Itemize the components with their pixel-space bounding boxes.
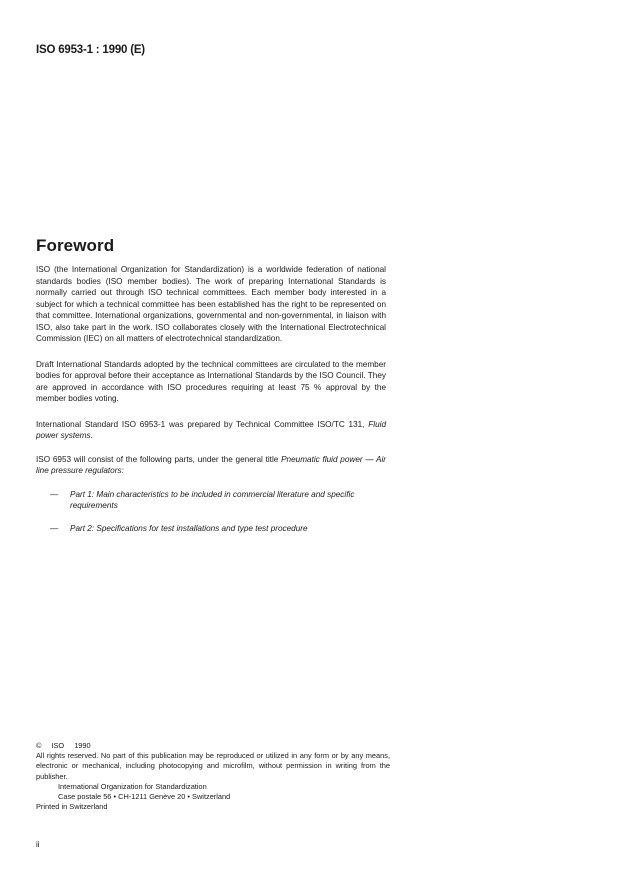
prepared-by-text: International Standard ISO 6953-1 was prepared by Technical Committee ISO/TC 131, xyxy=(36,419,365,429)
paragraph-parts-intro xyxy=(36,454,386,477)
copyright-line xyxy=(36,741,390,751)
foreword-body xyxy=(36,264,386,545)
org-address: Case postale 56 • CH-1211 Genève 20 • Switzerland xyxy=(58,792,231,802)
org-name: International Organization for Standardization xyxy=(58,781,207,791)
page-title: Foreword xyxy=(36,236,115,255)
general-title: Pneumatic fluid power — Air line pressure regulators: xyxy=(36,454,386,475)
list-item-part-2 xyxy=(36,523,386,535)
paragraph-draft-standards: Draft International Standards adopted by the technical committees are circulated to the member bodies for approval before their acceptance as International Standards by the ISO Council. They are approved in accordance with ISO procedures requiring at least 75 % approval by the member bodies voting. xyxy=(36,359,386,403)
list-item-part-1 xyxy=(36,489,386,512)
page-number: ii xyxy=(36,840,40,849)
document-identifier: ISO 6953-1 : 1990 (E) xyxy=(36,44,145,56)
copyright-symbol: © xyxy=(36,741,42,750)
printed-in: Printed in Switzerland xyxy=(36,802,108,812)
list-dash: — xyxy=(50,489,59,499)
parts-list xyxy=(36,489,386,535)
parts-intro-text: ISO 6953 will consist of the following parts, under the general title xyxy=(36,454,279,464)
part-1-text: Part 1: Main characteristics to be included in commercial literature and specific requirements xyxy=(70,489,355,510)
copyright-footer xyxy=(36,741,390,812)
paragraph-prepared-by xyxy=(36,419,386,442)
paragraph-iso-intro: ISO (the International Organization for Standardization) is a worldwide federation of national standards bodies (ISO member bodies). The work of preparing International Standards is normally carried out through ISO technical committees. Each member body interested in a subject for which a technical committee has been established has the right to be represented on that committee. International organizations, governmental and non-governmental, in liaison with ISO, also take part in the work. ISO collaborates closely with the International Electrotechnical Commission (IEC) on all matters of electrotechnical standardization. xyxy=(36,265,386,343)
copyright-org: ISO xyxy=(51,741,65,750)
committee-title: Fluid power systems. xyxy=(36,419,386,440)
list-dash: — xyxy=(50,523,59,533)
part-2-text: Part 2: Specifications for test installations and type test procedure xyxy=(70,523,308,533)
copyright-year: 1990 xyxy=(74,741,91,750)
rights-notice: All rights reserved. No part of this publication may be reproduced or utilized in any form or by any means, electronic or mechanical, including photocopying and microfilm, without permission in writing from the publisher. xyxy=(36,751,390,781)
